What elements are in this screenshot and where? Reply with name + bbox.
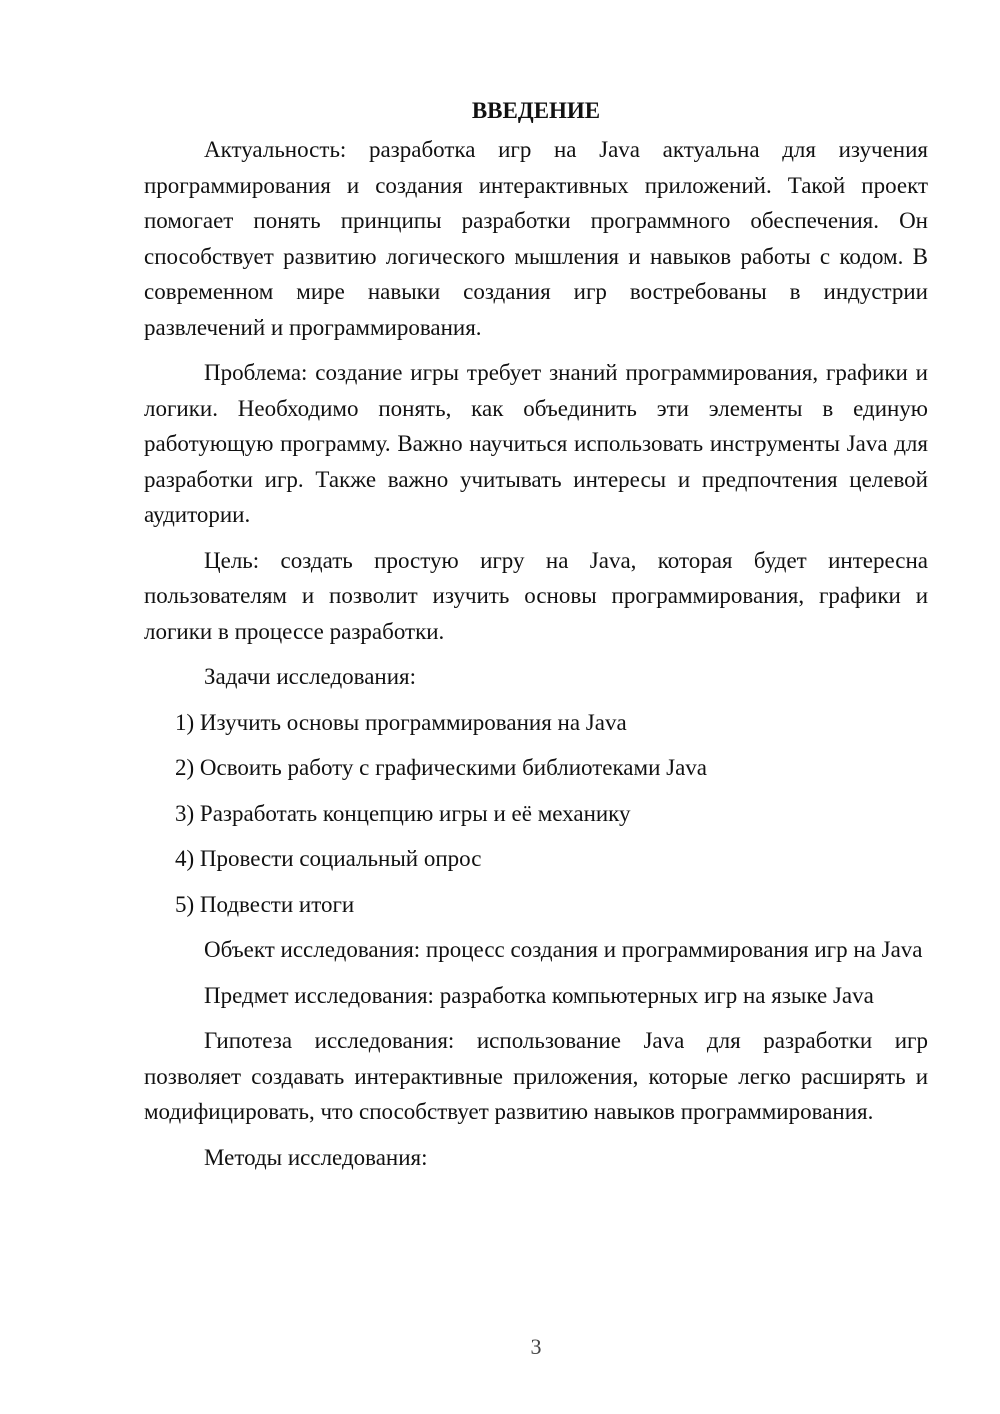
goal-paragraph: Цель: создать простую игру на Java, которая будет интересна пользователям и позволит изучить основы программирования, графики и логики в процессе разработки. — [144, 547, 928, 644]
page-number: 3 — [530, 1334, 542, 1359]
tasks-list — [144, 705, 928, 923]
task-item-5: 5) Подвести итоги — [175, 891, 355, 917]
hypothesis-paragraph: Гипотеза исследования: использование Java для разработки игр позволяет создавать интерактивные приложения, которые легко расширять и модифицировать, что способствует развитию навыков программирования. — [144, 1028, 928, 1124]
problem-paragraph: Проблема: создание игры требует знаний программирования, графики и логики. Необходимо понять, как объединить эти элементы в единую работующую программу. Важно научиться использовать инструменты Java для разработки игр. Также важно учитывать интересы и предпочтения целевой аудитории. — [144, 360, 928, 527]
task-item-2: 2) Освоить работу с графическими библиотеками Java — [175, 755, 707, 780]
task-item-1: 1) Изучить основы программирования на Java — [175, 709, 627, 735]
section-title: ВВЕДЕНИЕ — [471, 98, 601, 123]
object-paragraph: Объект исследования: процесс создания и программирования игр на Java — [204, 937, 923, 962]
relevance-paragraph: Актуальность: разработка игр на Java актуальна для изучения программирования и создания интерактивных приложений. Такой проект помогает понять принципы разработки программного обеспечения. Он способствует развитию логического мышления и навыков работы с кодом. В современном мире навыки создания игр востребованы в индустрии развлечений и программирования. — [144, 137, 928, 340]
tasks-heading: Задачи исследования: — [204, 664, 417, 689]
methods-heading: Методы исследования: — [204, 1144, 428, 1170]
subject-paragraph: Предмет исследования: разработка компьютерных игр на языке Java — [204, 982, 874, 1008]
task-item-3: 3) Разработать концепцию игры и её механику — [175, 800, 631, 826]
task-item-4: 4) Провести социальный опрос — [175, 846, 482, 871]
page-content — [144, 96, 928, 1185]
